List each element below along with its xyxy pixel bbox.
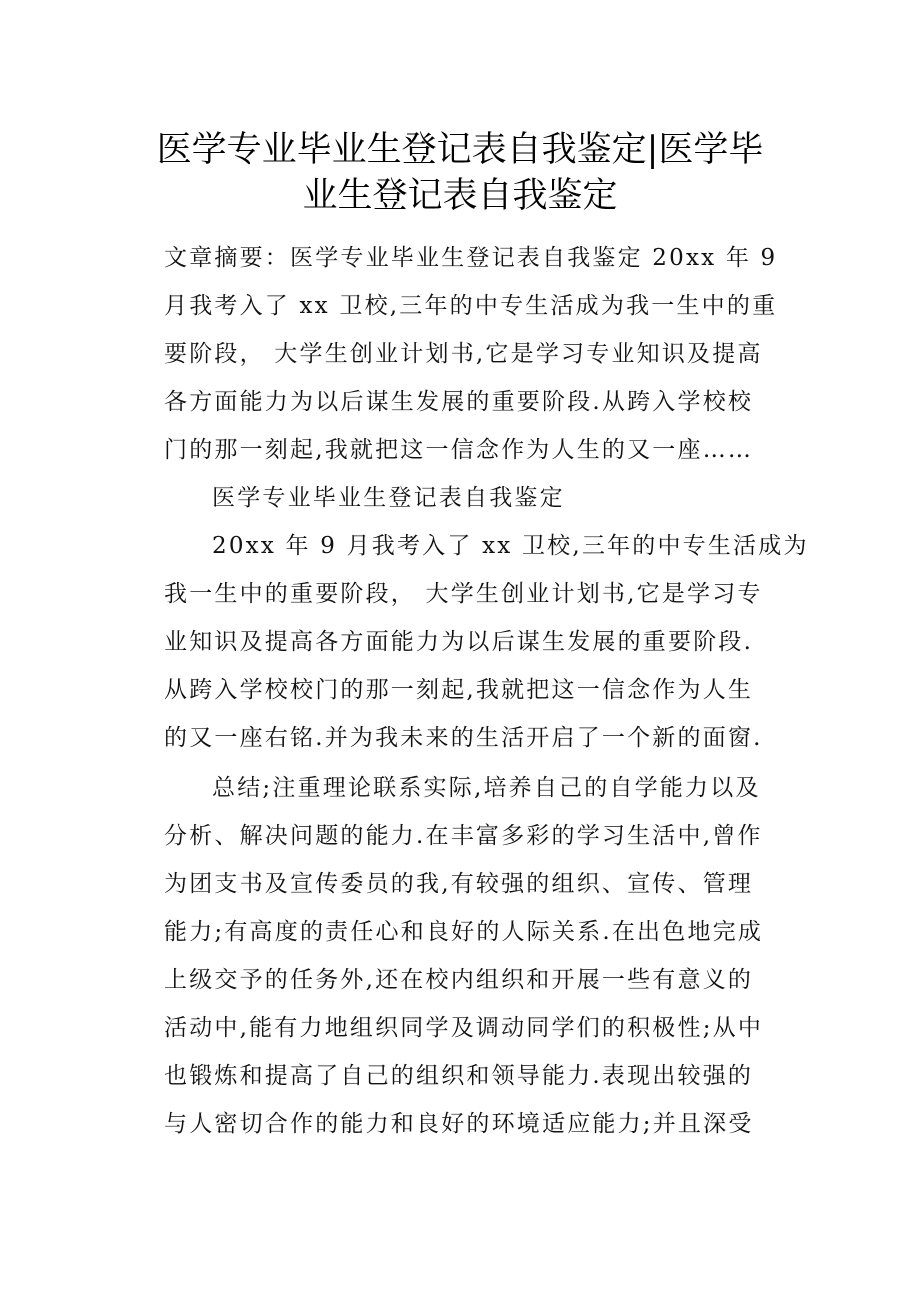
paragraph-line: 分析、解决问题的能力.在丰富多彩的学习生活中,曾作 xyxy=(164,823,763,849)
paragraph-line: 与人密切合作的能力和良好的环境适应能力;并且深受 xyxy=(164,1111,754,1137)
paragraph-line: 从跨入学校校门的那一刻起,我就把这一信念作为人生 xyxy=(164,677,754,703)
abstract-line: 月我考入了 xx 卫校,三年的中专生活成为我一生中的重 xyxy=(164,293,778,319)
paragraph-line: 总结;注重理论联系实际,培养自己的自学能力以及 xyxy=(212,775,761,801)
paragraph-line: 为团支书及宣传委员的我,有较强的组织、宣传、管理 xyxy=(164,871,754,897)
paragraph-line: 上级交予的任务外,还在校内组织和开展一些有意义的 xyxy=(164,967,754,993)
paragraph-line: 的又一座右铭.并为我未来的生活开启了一个新的面窗. xyxy=(164,725,763,751)
section-heading: 医学专业毕业生登记表自我鉴定 xyxy=(212,485,565,511)
paragraph-line: 也锻炼和提高了自己的组织和领导能力.表现出较强的 xyxy=(164,1063,754,1089)
paragraph-line: 我一生中的重要阶段， 大学生创业计划书,它是学习专 xyxy=(164,581,763,607)
paragraph-line: 活动中,能有力地组织同学及调动同学们的积极性;从中 xyxy=(164,1015,764,1041)
paragraph-line: 能力;有高度的责任心和良好的人际关系.在出色地完成 xyxy=(164,919,764,945)
paragraph-line: 业知识及提高各方面能力为以后谋生发展的重要阶段. xyxy=(164,629,754,655)
abstract-line: 门的那一刻起,我就把这一信念作为人生的又一座…… xyxy=(164,437,754,463)
paragraph-line: 20xx 年 9 月我考入了 xx 卫校,三年的中专生活成为 xyxy=(212,533,809,559)
title-line-1: 医学专业毕业生登记表自我鉴定|医学毕 xyxy=(156,130,764,170)
title-line-2: 业生登记表自我鉴定 xyxy=(302,176,618,216)
abstract-line: 要阶段， 大学生创业计划书,它是学习专业知识及提高 xyxy=(164,341,763,367)
abstract-line: 文章摘要：医学专业毕业生登记表自我鉴定 20xx 年 9 xyxy=(164,245,778,271)
abstract-line: 各方面能力为以后谋生发展的重要阶段.从跨入学校校 xyxy=(164,389,754,415)
